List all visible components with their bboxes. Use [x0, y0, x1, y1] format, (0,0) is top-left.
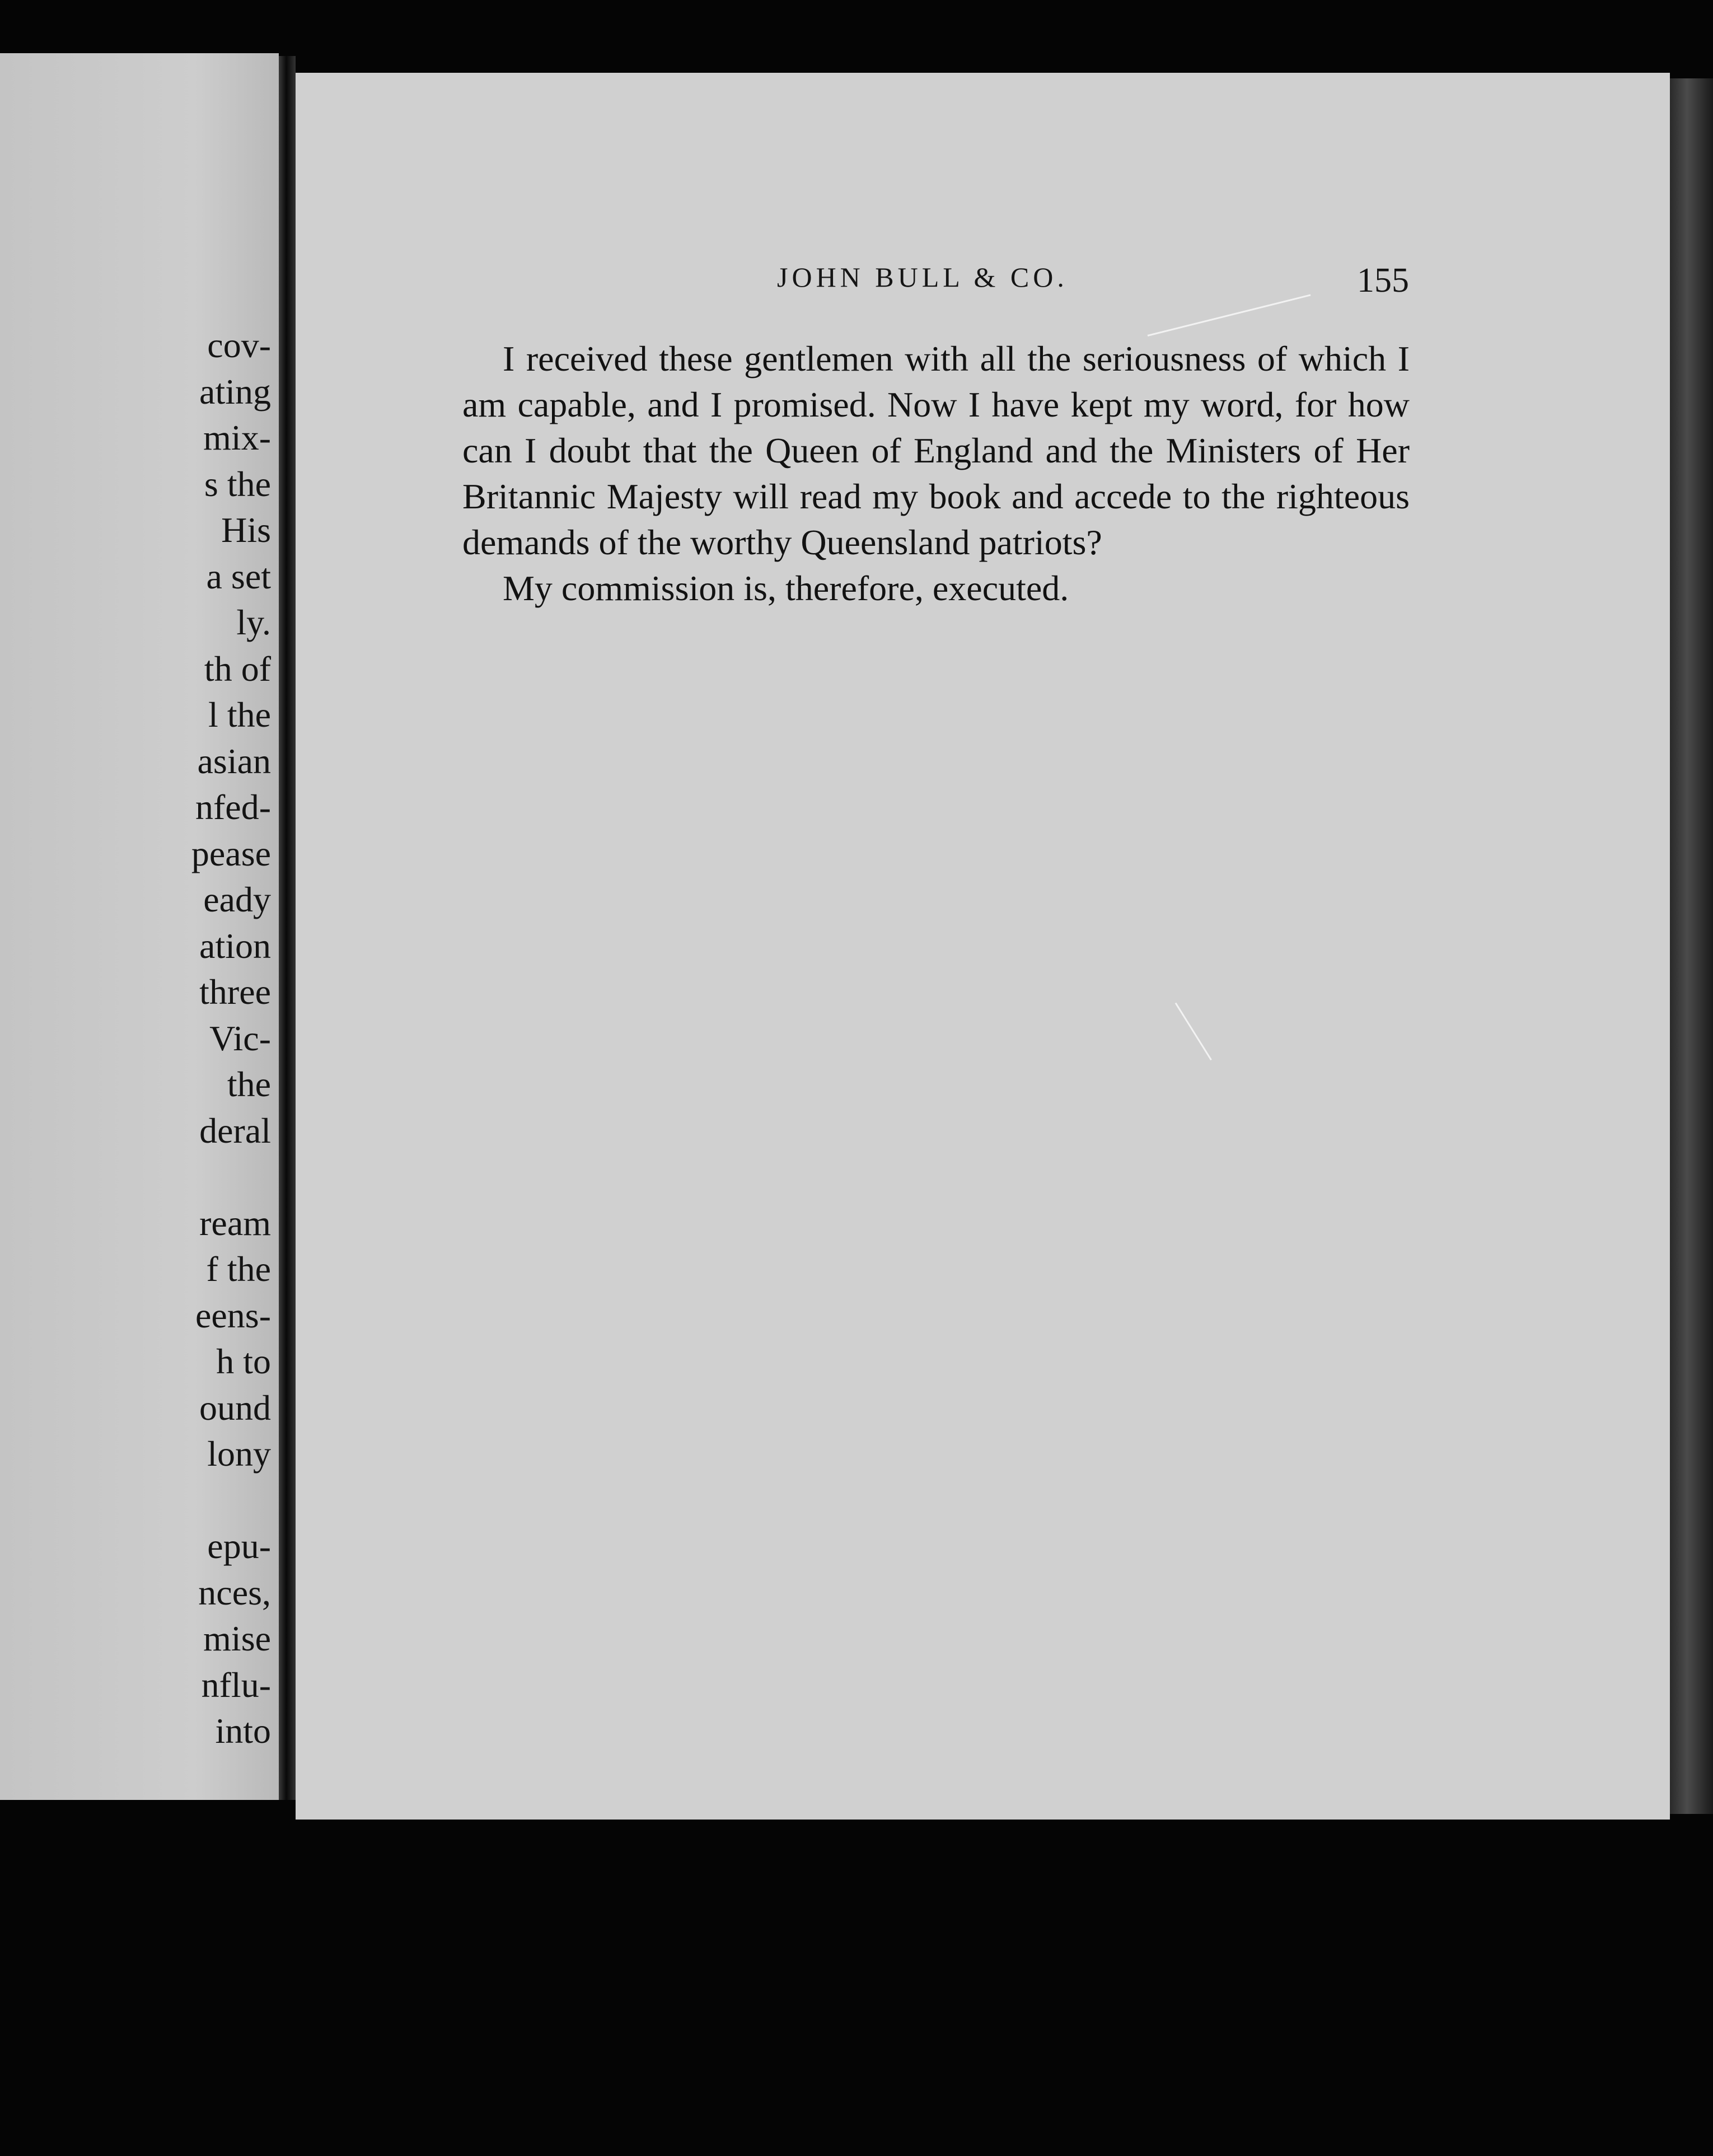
- body-text: [462, 336, 1410, 611]
- left-page-line: into: [215, 1711, 271, 1751]
- left-page-line: eens-: [195, 1295, 271, 1335]
- left-page-line: ating: [199, 371, 271, 411]
- left-page-line: the: [227, 1064, 271, 1104]
- left-page-line: th of: [204, 648, 271, 689]
- book-edge: [1670, 78, 1713, 1814]
- left-page-line: Vic-: [209, 1018, 271, 1058]
- left-page-line: cov-: [207, 325, 271, 365]
- left-page-line: ly.: [236, 602, 271, 642]
- left-page-line: eady: [203, 880, 271, 919]
- page-number: 155: [1357, 261, 1409, 300]
- book-spine: [279, 56, 296, 1800]
- left-page-line: s the: [204, 464, 271, 504]
- left-page-line: nflu-: [201, 1664, 271, 1705]
- left-page-line: l the: [208, 695, 271, 735]
- left-page-line: nfed-: [195, 787, 271, 827]
- left-page-line: ound: [199, 1387, 271, 1428]
- left-page-line: a set: [206, 556, 271, 596]
- left-page-line: pease: [191, 833, 271, 873]
- left-page-line: f the: [206, 1249, 271, 1289]
- left-page: [0, 53, 279, 1800]
- left-page-line: ation: [199, 925, 271, 966]
- left-page-line: mix-: [203, 418, 271, 457]
- left-page-line: lony: [207, 1434, 271, 1474]
- left-page-line: mise: [203, 1619, 271, 1658]
- left-page-line: ream: [199, 1203, 271, 1243]
- paragraph: My commission is, therefore, executed.: [503, 568, 1069, 608]
- running-head: JOHN BULL & CO.: [777, 261, 1068, 293]
- left-page-line: deral: [199, 1110, 271, 1151]
- left-page-line: His: [221, 510, 271, 550]
- right-page: [296, 73, 1670, 1820]
- left-page-line: asian: [197, 741, 271, 781]
- left-page-line: h to: [216, 1341, 271, 1381]
- left-page-line: epu-: [207, 1526, 271, 1566]
- left-page-line: three: [199, 972, 271, 1012]
- left-page-line: nces,: [198, 1572, 271, 1612]
- paragraph: I received these gentlemen with all the seriousness of which I am capable, and I promised. Now I have kept my word, for how can I doubt that the Queen of England and the Ministers of Her Britannic Majesty will read my book and accede to the righteous demands of the worthy Queensland patriots?: [462, 339, 1410, 562]
